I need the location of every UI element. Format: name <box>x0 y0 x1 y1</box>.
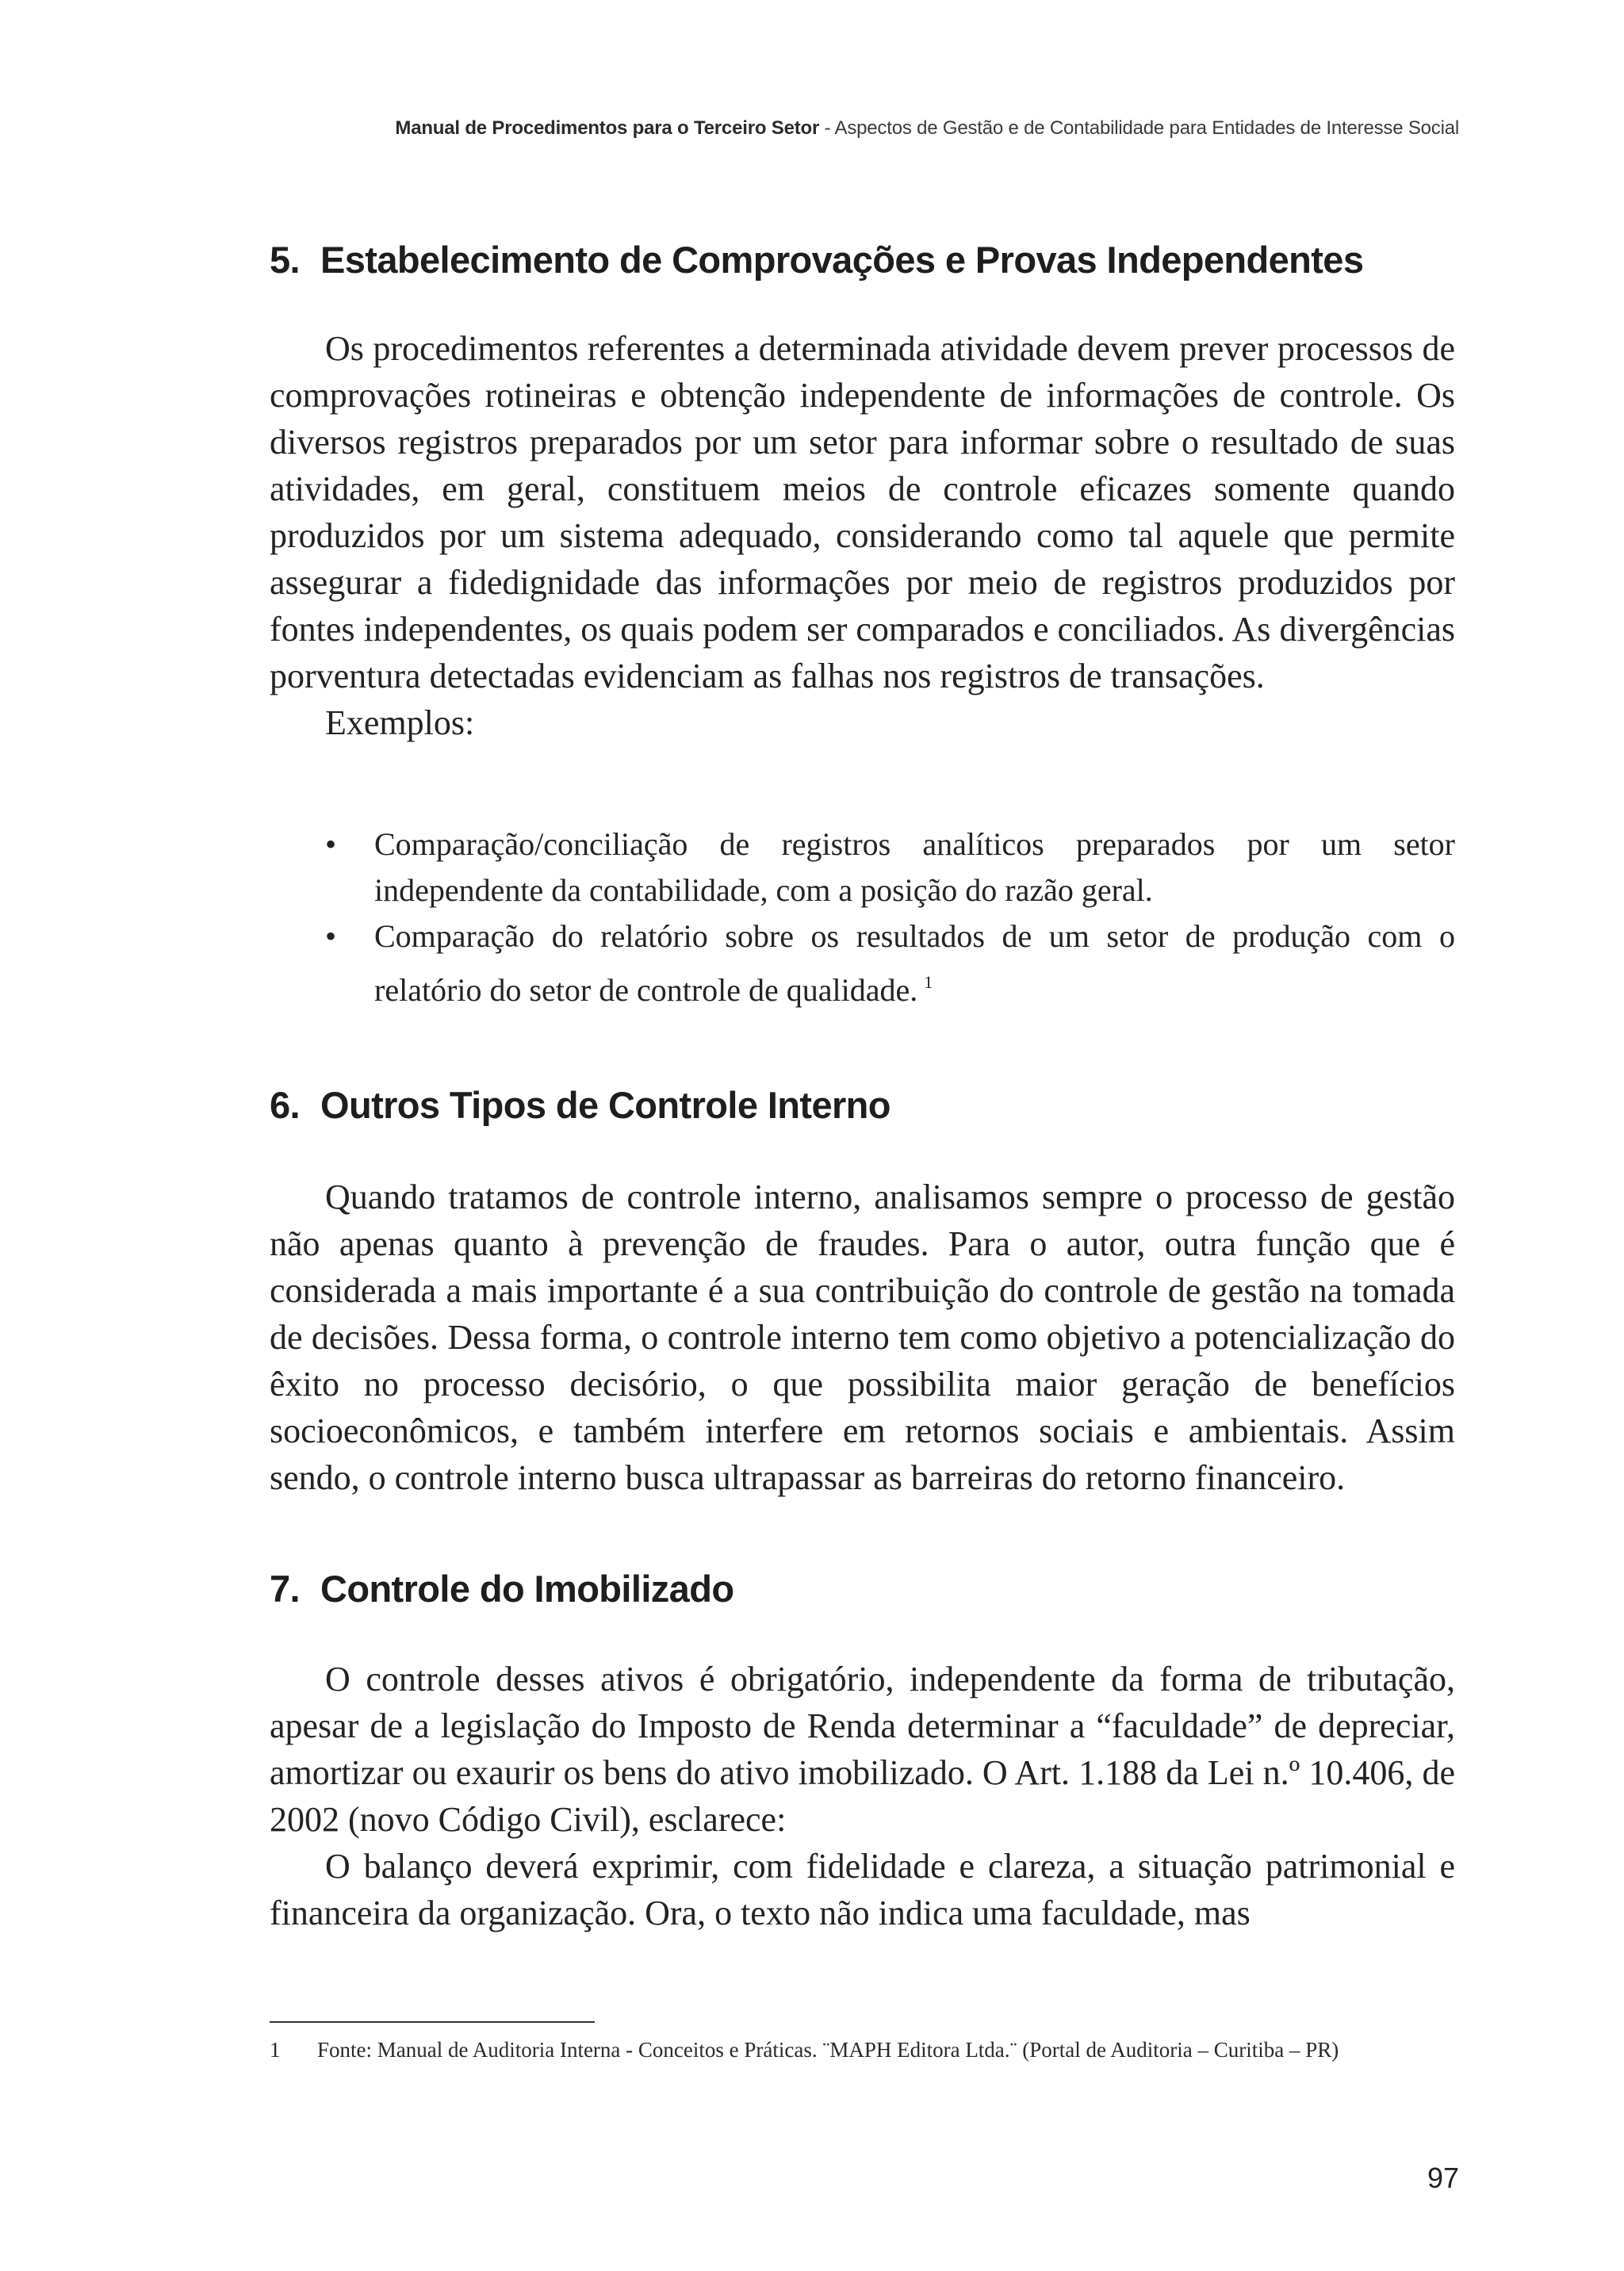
section-7-body <box>270 1656 1455 1936</box>
bullet-icon: • <box>325 918 337 954</box>
section-7-paragraph-1: O controle desses ativos é obrigatório, independente da forma de tributação, apesar de a legislação do Imposto de Renda determinar a “faculdade” de depreciar, amortizar ou exaurir os bens do ativo imobilizado. O Art. 1.188 da Lei n.º 10.406, de 2002 (novo Código Civil), esclarece: <box>270 1660 1455 1839</box>
examples-list <box>270 821 1455 1013</box>
section-6-paragraph: Quando tratamos de controle interno, analisamos sempre o processo de gestão não apenas quanto à prevenção de fraudes. Para o autor, outra função que é considerada a mais importante é a sua contribuição do controle de gestão na tomada de decisões. Dessa forma, o controle interno tem como objetivo a potencialização do êxito no processo decisório, o que possibilita maior geração de benefícios socioeconômicos, e também interfere em retornos sociais e ambientais. Assim sendo, o controle interno busca ultrapassar as barreiras do retorno financeiro. <box>270 1178 1455 1497</box>
section-5-title: Estabelecimento de Comprovações e Provas Independentes <box>320 239 1364 281</box>
footnote-number: 1 <box>270 2038 281 2062</box>
section-6-heading <box>270 1083 891 1127</box>
list-item-text: Comparação/conciliação de registros analíticos preparados por um setor independente da contabilidade, com a posição do razão geral. <box>374 826 1455 908</box>
header-title-rest: - Aspectos de Gestão e de Contabilidade para Entidades de Interesse Social <box>819 117 1459 139</box>
section-7-paragraph-2: O balanço deverá exprimir, com fidelidade e clareza, a situação patrimonial e financeira da organização. Ora, o texto não indica uma faculdade, mas <box>270 1847 1455 1932</box>
footnote-text: Fonte: Manual de Auditoria Interna - Conceitos e Práticas. ¨MAPH Editora Ltda.¨ (Portal de Auditoria – Curitiba – PR) <box>317 2038 1339 2062</box>
section-6-body <box>270 1174 1455 1501</box>
section-5-paragraph: Os procedimentos referentes a determinada atividade devem prever processos de comprovações rotineiras e obtenção independente de informações de controle. Os diversos registros preparados por um setor para informar sobre o resultado de suas atividades, em geral, constituem meios de controle eficazes somente quando produzidos por um sistema adequado, considerando como tal aquele que permite assegurar a fidedignidade das informações por meio de registros produzidos por fontes independentes, os quais podem ser comparados e conciliados. As divergências porventura detectadas evidenciam as falhas nos registros de transações. <box>270 329 1455 695</box>
footnote-divider <box>270 2021 595 2023</box>
running-header <box>389 117 1459 140</box>
section-7-heading <box>270 1567 733 1610</box>
examples-label: Exemplos: <box>325 703 475 742</box>
list-item <box>270 821 1455 913</box>
section-6-title: Outros Tipos de Controle Interno <box>320 1084 891 1126</box>
section-7-title: Controle do Imobilizado <box>320 1568 734 1610</box>
header-title-bold: Manual de Procedimentos para o Terceiro Setor <box>395 117 820 139</box>
list-item-text: Comparação do relatório sobre os resultados de um setor de produção com o relatório do setor de controle de qualidade. <box>374 918 1455 1008</box>
page-number: 97 <box>1427 2162 1459 2194</box>
section-5-heading <box>270 238 1363 281</box>
bullet-icon: • <box>325 826 337 862</box>
section-5-number: 5. <box>270 239 300 281</box>
section-5-body <box>270 325 1455 746</box>
section-7-number: 7. <box>270 1568 300 1610</box>
footnote-reference[interactable]: 1 <box>924 972 933 992</box>
list-item <box>270 913 1455 1013</box>
section-6-number: 6. <box>270 1084 300 1126</box>
footnote <box>270 2038 1455 2062</box>
